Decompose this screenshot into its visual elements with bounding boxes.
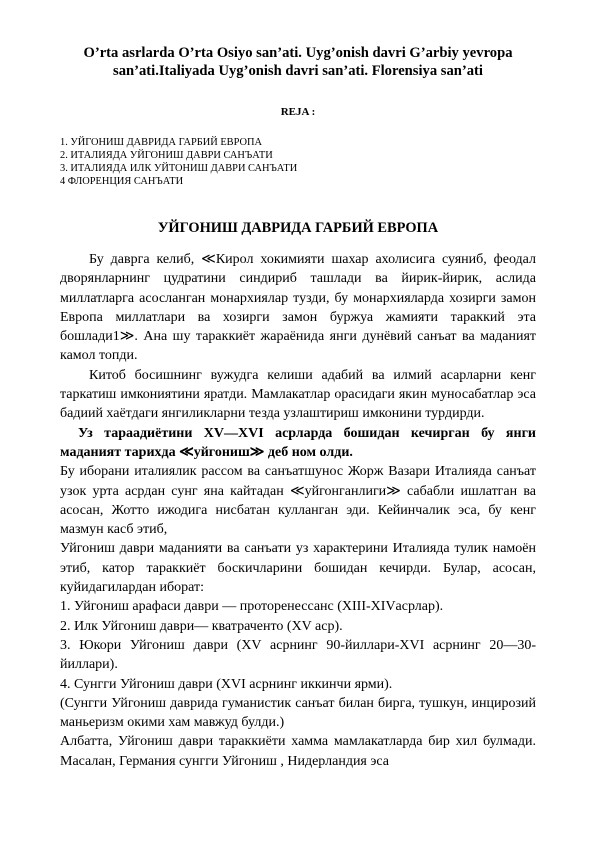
paragraph: Бу иборани италиялик рассом ва санъатшунос Жорж Вазари Италияда санъат узок урта асрдан сунг яна кайтадан ≪уйгонганлиги≫ сабабли ишлатган ва асосан, Жотто ижодига нисбатан кулланган эди. Кейинчалик эса, бу кенг мазмун касб этиб, (60, 464, 536, 538)
paragraph: Китоб босишнинг вужудга келиши адабий ва илмий асарларни кенг таркатиш имкониятини яратди. Мамлакатлар орасидаги якин муносабатлар эса бадиий хаётдаги янгиликларни тезда узлаштириш имконини турдирди. (60, 367, 536, 422)
paragraph: Бу даврга келиб, ≪Кирол хокимияти шахар ахолисига суяниб, феодал дворянларнинг цудратини синдириб ташлади ва йирик-йирик, аслида миллатларга асосланган монархиялар тузди, бу монархияларда хозирги замон Европа миллатлари ва хозирги замон буржуа жамияти тараккий эта бошлади1≫. Ана шу тараккиёт жараёнида янги дунёвий санъат ва маданият камол топди. (60, 252, 536, 364)
paragraph: Албатта, Уйгониш даври тараккиёти хамма мамлакатларда бир хил булмади. Масалан, Германия сунгги Уйгониш , Нидерландия эса (60, 734, 536, 769)
plan-item: 2. ИТАЛИЯДА УЙГОНИШ ДАВРИ САНЪАТИ (60, 150, 273, 161)
plan-item: 3. ИТАЛИЯДА ИЛК УЙТОНИШ ДАВРИ САНЪАТИ (60, 163, 298, 174)
plan-item: 4 ФЛОРЕНЦИЯ САНЪАТИ (60, 176, 184, 187)
plan-list (60, 136, 536, 188)
section-heading: УЙГОНИШ ДАВРИДА ГАРБИЙ ЕВРОПА (157, 220, 439, 236)
plan-heading: REJA : (280, 106, 316, 118)
list-item: 4. Сунгги Уйгониш даври (XVI асрнинг иккинчи ярми). (60, 676, 393, 692)
paragraph: Уйгониш даври маданияти ва санъати уз характерини Италияда тулик намоён этиб, катор тараккиёт боскичларини бошидан кечирди. Булар, асосан, куйидагилардан иборат: (60, 541, 536, 596)
list-item: 2. Илк Уйгониш даври— кватраченто (XV аср). (60, 618, 343, 634)
paragraph-emphasis: Уз тараадиётини XV—XVI асрларда бошидан кечирган бу янги маданият тарихда ≪уйгониш≫ деб ном олди. (60, 425, 536, 460)
paragraph: (Сунгги Уйгониш даврида гуманистик санъат билан бирга, тушкун, инцирозий маньеризм окими хам мавжуд булди.) (60, 695, 536, 731)
list-item: 1. Уйгониш арафаси даври — проторенессанс (XIII-XIVасрлар). (60, 599, 444, 615)
body-text (60, 250, 536, 771)
list-item: 3. Юкори Уйгониш даври (XV асрнинг 90-йиллари-XVI асрнинг 20—30-йиллари). (60, 637, 536, 673)
plan-item: 1. УЙГОНИШ ДАВРИДА ГАРБИЙ ЕВРОПА (60, 137, 263, 148)
document-title: O’rta asrlarda O’rta Osiyo san’ati. Uyg’onish davri G’arbiy yevropa san’ati.Italiyada Uyg’onish davri san’ati. Florensiya san’ati (83, 45, 513, 79)
